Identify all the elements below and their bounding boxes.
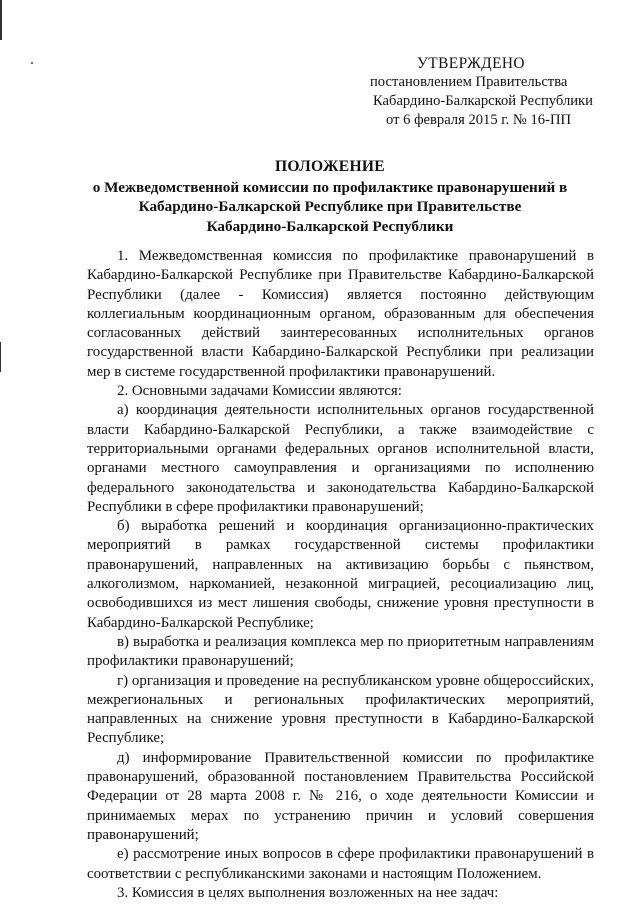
paragraph-2a: а) координация деятельности исполнительных органов государственной власти Кабардино-Балкарской Республики, а также взаимодействие с территориальными органами федеральных органов исполнительной власти, органами местного самоуправления и организациями по исполнению федерального законодательства и законодательства Кабардино-Балкарской Республики в сфере профилактики правонарушений;: [87, 402, 594, 515]
scan-speck: [31, 62, 33, 64]
paragraph-2g: г) организация и проведение на республиканском уровне общероссийских, межрегиональных и региональных профилактических мероприятий, направленных на снижение уровня преступности в Кабардино-Балкарской Республике;: [87, 672, 594, 747]
document-body: [87, 247, 594, 903]
approval-line-decree: постановлением Правительства: [370, 74, 568, 90]
approval-line-government: Кабардино-Балкарской Республики: [373, 93, 593, 109]
paragraph-2: 2. Основными задачами Комиссии являются:: [117, 383, 402, 400]
title-subtitle-line-2: Кабардино-Балкарской Республике при Правительстве: [138, 198, 522, 215]
approval-stamp: [370, 54, 602, 130]
paragraph-2v: в) выработка и реализация комплекса мер по приоритетным направлениям профилактики правонарушений;: [87, 633, 594, 670]
paragraph-2e: е) рассмотрение иных вопросов в сфере профилактики правонарушений в соответствии с республиканскими законами и настоящим Положением.: [87, 846, 594, 882]
paragraph-3: 3. Комиссия в целях выполнения возложенных на нее задач:: [117, 884, 499, 901]
approval-line-date: от 6 февраля 2015 г. № 16-ПП: [386, 112, 572, 128]
title-subtitle-line-1: о Межведомственной комиссии по профилактике правонарушений в: [92, 178, 568, 196]
title-main: ПОЛОЖЕНИЕ: [274, 158, 386, 175]
approval-heading: УТВЕРЖДЕНО: [417, 55, 525, 72]
paragraph-2b: б) выработка решений и координация организационно-практических мероприятий в рамках государственной системы профилактики правонарушений, направленных на активизацию борьбы с пьянством, алкоголизмом, наркоманией, незаконной миграцией, ресоциализацию лиц, освободившихся из мест лишения свободы, снижение уровня преступности в Кабардино-Балкарской Республике;: [87, 518, 594, 631]
paragraph-2d: д) информирование Правительственной комиссии по профилактике правонарушений, образованной постановлением Правительства Российской Федерации от 28 марта 2008 г. № 216, о ходе деятельности Комиссии и принимаемых мерах по устранению причин и условий совершения правонарушений;: [87, 749, 594, 843]
scan-edge-mark-top: [0, 0, 2, 40]
scan-edge-mark-middle: [0, 342, 1, 372]
title-subtitle-line-3: Кабардино-Балкарской Республики: [206, 217, 454, 235]
paragraph-1: 1. Межведомственная комиссия по профилактике правонарушений в Кабардино-Балкарской Республике при Правительстве Кабардино-Балкарской Республики (далее - Комиссия) является постоянно действующим коллегиальным координационным органом, образованным для обеспечения согласованных действий заинтересованных исполнительных органов государственной власти Кабардино-Балкарской Республики при реализации мер в системе государственной профилактики правонарушений.: [87, 248, 594, 380]
document-title: [60, 157, 600, 236]
